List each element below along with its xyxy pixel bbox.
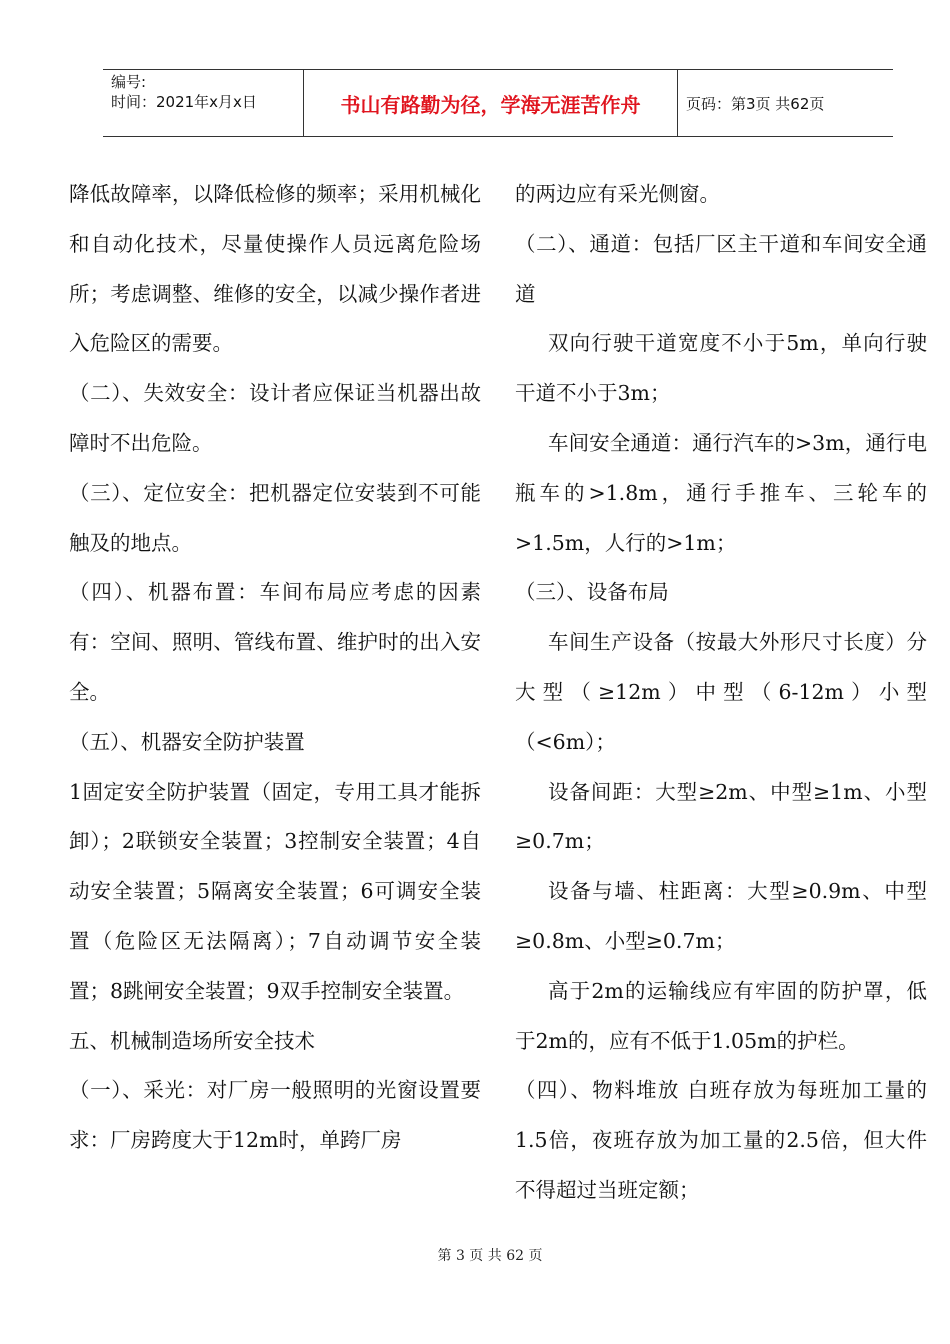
left-column xyxy=(69,170,481,1166)
paragraph: （三）、定位安全：把机器定位安装到不可能触及的地点。 xyxy=(69,480,481,555)
section-heading: 五、机械制造场所安全技术 xyxy=(69,1028,315,1053)
paragraph: （二）、通道：包括厂区主干道和车间安全通道 xyxy=(515,231,927,306)
time-label: 时间：2021年x月x日 xyxy=(111,93,257,111)
paragraph: 设备间距：大型≥2m、中型≥1m、小型≥0.7m； xyxy=(515,779,927,854)
paragraph: 高于2m的运输线应有牢固的防护罩，低于2m的，应有不低于1.05m的护栏。 xyxy=(515,978,927,1053)
paragraph: （五）、机器安全防护装置 xyxy=(69,729,305,754)
paragraph: 双向行驶干道宽度不小于5m，单向行驶干道不小于3m； xyxy=(515,331,927,406)
paragraph: 车间生产设备（按最大外形尺寸长度）分大型（≥12m）中型（6-12m）小型（<6m）； xyxy=(515,630,927,754)
paragraph: （三）、设备布局 xyxy=(515,580,669,605)
paragraph: （一）、采光：对厂房一般照明的光窗设置要求：厂房跨度大于12m时，单跨厂房 xyxy=(69,1078,481,1153)
header-motto: 书山有路勤为径，学海无涯苦作舟 xyxy=(304,70,678,136)
page-header xyxy=(103,69,893,137)
paragraph: 的两边应有采光侧窗。 xyxy=(515,182,720,206)
header-meta xyxy=(103,70,304,136)
paragraph: （二）、失效安全：设计者应保证当机器出故障时不出危险。 xyxy=(69,381,481,455)
right-column xyxy=(515,170,927,1216)
paragraph: 车间安全通道：通行汽车的>3m，通行电瓶车的>1.8m，通行手推车、三轮车的>1.5m，人行的>1m； xyxy=(515,430,927,555)
paragraph: （四）、机器布置：车间布局应考虑的因素有：空间、照明、管线布置、维护时的出入安全。 xyxy=(69,580,481,704)
paragraph: 1固定安全防护装置（固定，专用工具才能拆卸）；2联锁安全装置；3控制安全装置；4自动安全装置；5隔离安全装置；6可调安全装置（危险区无法隔离）；7自动调节安全装置；8跳闸安全装置；9双手控制安全装置。 xyxy=(69,779,481,1003)
paragraph: 降低故障率，以降低检修的频率；采用机械化和自动化技术，尽量使操作人员远离危险场所；考虑调整、维修的安全，以减少操作者进入危险区的需要。 xyxy=(69,182,481,356)
number-label: 编号: xyxy=(111,73,147,91)
page-footer: 第 3 页 共 62 页 xyxy=(437,1248,543,1264)
paragraph: 设备与墙、柱距离：大型≥0.9m、中型≥0.8m、小型≥0.7m； xyxy=(515,879,927,953)
header-page-code: 页码：第3页 共62页 xyxy=(686,94,825,113)
paragraph: （四）、物料堆放 白班存放为每班加工量的1.5倍，夜班存放为加工量的2.5倍，但大件不得超过当班定额； xyxy=(515,1078,927,1202)
